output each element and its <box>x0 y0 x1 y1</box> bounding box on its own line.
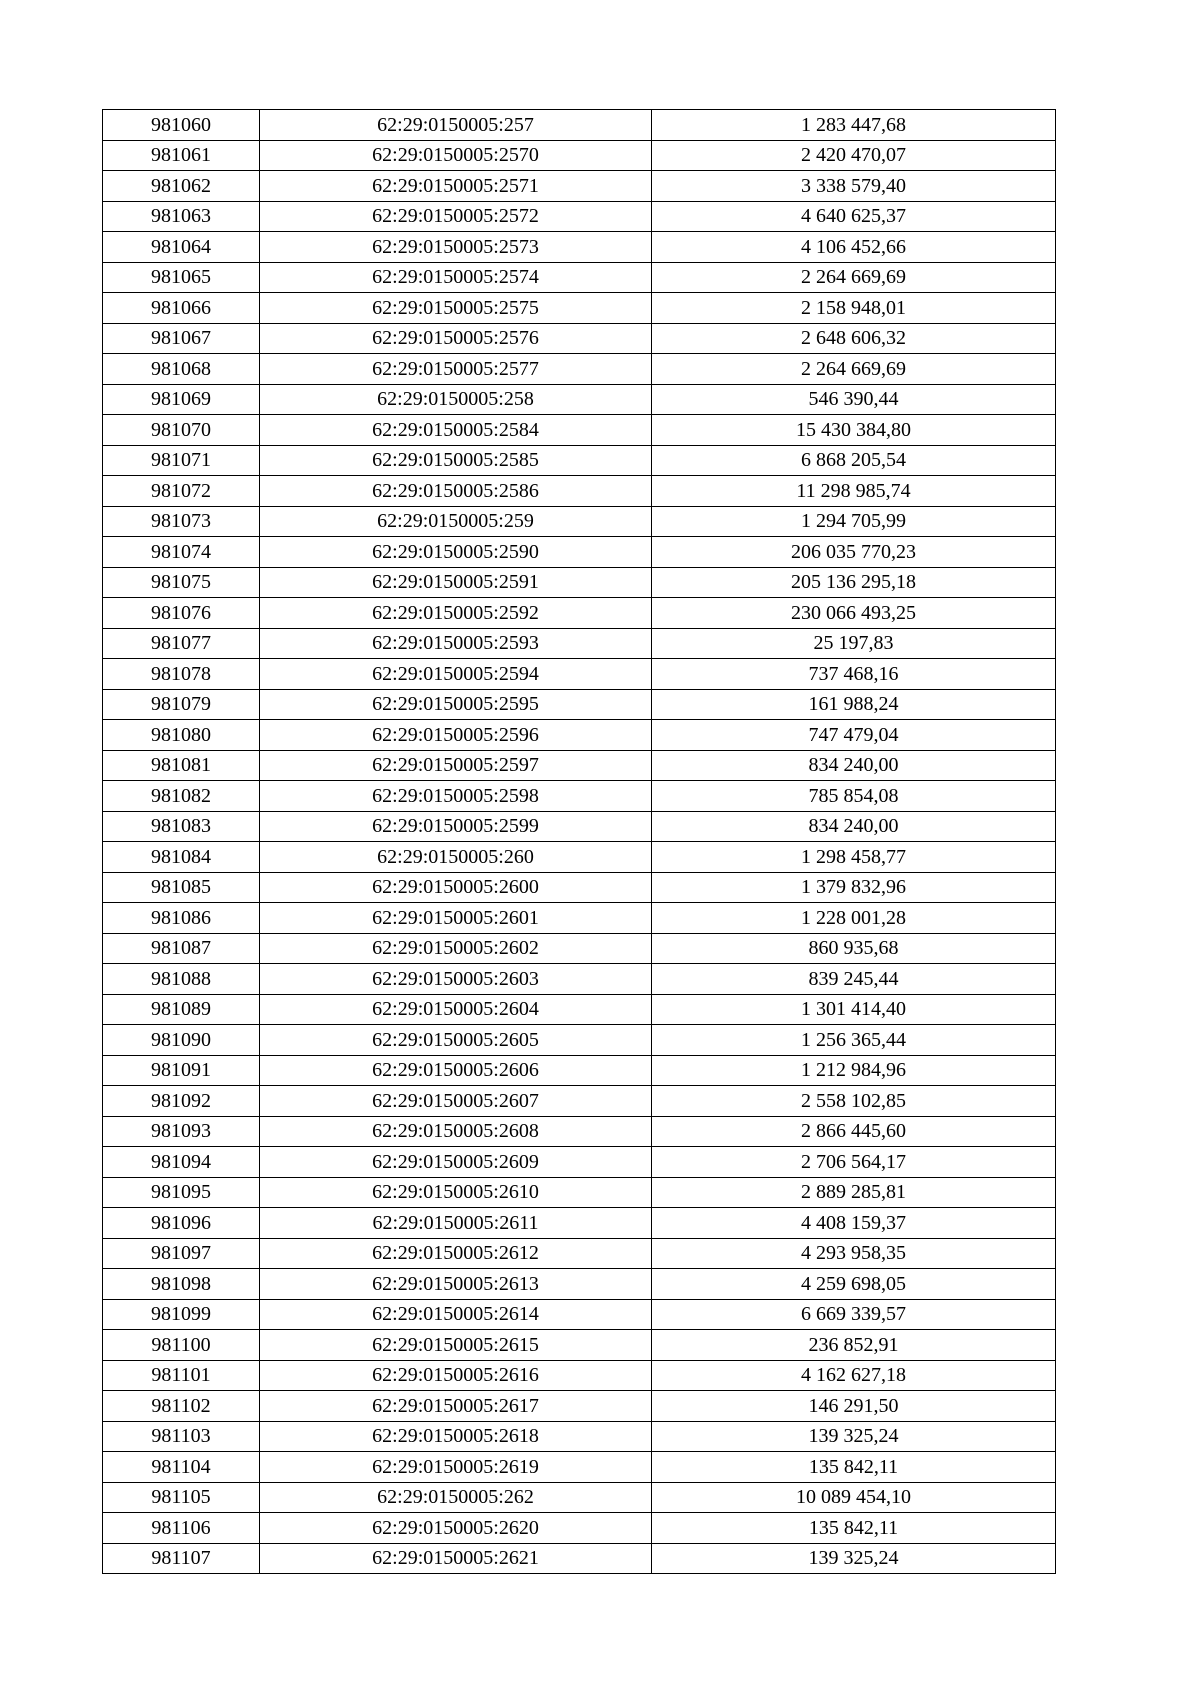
table-row <box>103 1116 1056 1147</box>
cadastral-number-cell: 62:29:0150005:2577 <box>260 354 652 385</box>
table-body <box>103 110 1056 1574</box>
table-row <box>103 1055 1056 1086</box>
cadastral-number-cell: 62:29:0150005:2601 <box>260 903 652 934</box>
cadastral-number-cell: 62:29:0150005:2593 <box>260 628 652 659</box>
cadastral-number-cell: 62:29:0150005:2610 <box>260 1177 652 1208</box>
cadastral-value-cell: 834 240,00 <box>652 811 1056 842</box>
cadastral-value-cell: 25 197,83 <box>652 628 1056 659</box>
table-row <box>103 811 1056 842</box>
cadastral-number-cell: 62:29:0150005:262 <box>260 1482 652 1513</box>
cadastral-number-cell: 62:29:0150005:2606 <box>260 1055 652 1086</box>
cadastral-number-cell: 62:29:0150005:2590 <box>260 537 652 568</box>
cadastral-number-cell: 62:29:0150005:2596 <box>260 720 652 751</box>
cadastral-value-cell: 839 245,44 <box>652 964 1056 995</box>
table-row <box>103 323 1056 354</box>
row-number-cell: 981086 <box>103 903 260 934</box>
cadastral-value-cell: 15 430 384,80 <box>652 415 1056 446</box>
row-number-cell: 981071 <box>103 445 260 476</box>
table-row <box>103 537 1056 568</box>
row-number-cell: 981081 <box>103 750 260 781</box>
table-row <box>103 1025 1056 1056</box>
table-row <box>103 415 1056 446</box>
table-row <box>103 903 1056 934</box>
cadastral-number-cell: 62:29:0150005:2603 <box>260 964 652 995</box>
cadastral-number-cell: 62:29:0150005:2600 <box>260 872 652 903</box>
cadastral-value-cell: 1 212 984,96 <box>652 1055 1056 1086</box>
cadastral-number-cell: 62:29:0150005:2576 <box>260 323 652 354</box>
row-number-cell: 981089 <box>103 994 260 1025</box>
cadastral-value-cell: 135 842,11 <box>652 1513 1056 1544</box>
cadastral-number-cell: 62:29:0150005:2592 <box>260 598 652 629</box>
cadastral-value-cell: 2 558 102,85 <box>652 1086 1056 1117</box>
table-row <box>103 1147 1056 1178</box>
cadastral-number-cell: 62:29:0150005:2571 <box>260 171 652 202</box>
row-number-cell: 981070 <box>103 415 260 446</box>
row-number-cell: 981079 <box>103 689 260 720</box>
table-row <box>103 720 1056 751</box>
cadastral-value-cell: 4 162 627,18 <box>652 1360 1056 1391</box>
table-row <box>103 1452 1056 1483</box>
table-row <box>103 110 1056 141</box>
row-number-cell: 981093 <box>103 1116 260 1147</box>
cadastral-value-cell: 161 988,24 <box>652 689 1056 720</box>
cadastral-number-cell: 62:29:0150005:2621 <box>260 1543 652 1574</box>
table-row <box>103 262 1056 293</box>
cadastral-number-cell: 62:29:0150005:2575 <box>260 293 652 324</box>
cadastral-number-cell: 62:29:0150005:2585 <box>260 445 652 476</box>
cadastral-value-cell: 737 468,16 <box>652 659 1056 690</box>
table-row <box>103 598 1056 629</box>
row-number-cell: 981090 <box>103 1025 260 1056</box>
row-number-cell: 981099 <box>103 1299 260 1330</box>
table-row <box>103 1482 1056 1513</box>
table-row <box>103 1513 1056 1544</box>
cadastral-number-cell: 62:29:0150005:2604 <box>260 994 652 1025</box>
cadastral-value-cell: 139 325,24 <box>652 1543 1056 1574</box>
cadastral-number-cell: 62:29:0150005:2573 <box>260 232 652 263</box>
table-row <box>103 445 1056 476</box>
table-row <box>103 140 1056 171</box>
table-row <box>103 506 1056 537</box>
cadastral-number-cell: 62:29:0150005:2597 <box>260 750 652 781</box>
cadastral-value-cell: 1 379 832,96 <box>652 872 1056 903</box>
row-number-cell: 981101 <box>103 1360 260 1391</box>
cadastral-value-cell: 4 259 698,05 <box>652 1269 1056 1300</box>
cadastral-number-cell: 62:29:0150005:2619 <box>260 1452 652 1483</box>
cadastral-value-cell: 10 089 454,10 <box>652 1482 1056 1513</box>
cadastral-value-cell: 1 294 705,99 <box>652 506 1056 537</box>
row-number-cell: 981076 <box>103 598 260 629</box>
cadastral-value-cell: 2 264 669,69 <box>652 354 1056 385</box>
cadastral-number-cell: 62:29:0150005:2615 <box>260 1330 652 1361</box>
row-number-cell: 981074 <box>103 537 260 568</box>
table-row <box>103 567 1056 598</box>
table-row <box>103 842 1056 873</box>
cadastral-value-cell: 834 240,00 <box>652 750 1056 781</box>
row-number-cell: 981092 <box>103 1086 260 1117</box>
cadastral-value-cell: 4 640 625,37 <box>652 201 1056 232</box>
cadastral-number-cell: 62:29:0150005:2595 <box>260 689 652 720</box>
row-number-cell: 981083 <box>103 811 260 842</box>
row-number-cell: 981062 <box>103 171 260 202</box>
cadastral-value-cell: 1 301 414,40 <box>652 994 1056 1025</box>
table-row <box>103 232 1056 263</box>
cadastral-value-cell: 2 420 470,07 <box>652 140 1056 171</box>
row-number-cell: 981084 <box>103 842 260 873</box>
cadastral-number-cell: 62:29:0150005:2612 <box>260 1238 652 1269</box>
table-row <box>103 1543 1056 1574</box>
cadastral-value-cell: 747 479,04 <box>652 720 1056 751</box>
table-row <box>103 1177 1056 1208</box>
cadastral-value-cell: 546 390,44 <box>652 384 1056 415</box>
table-row <box>103 1238 1056 1269</box>
table-row <box>103 293 1056 324</box>
cadastral-value-table <box>102 109 1056 1574</box>
table-row <box>103 1421 1056 1452</box>
row-number-cell: 981104 <box>103 1452 260 1483</box>
row-number-cell: 981067 <box>103 323 260 354</box>
row-number-cell: 981068 <box>103 354 260 385</box>
cadastral-number-cell: 62:29:0150005:2617 <box>260 1391 652 1422</box>
cadastral-number-cell: 62:29:0150005:257 <box>260 110 652 141</box>
table-row <box>103 171 1056 202</box>
table-row <box>103 201 1056 232</box>
cadastral-number-cell: 62:29:0150005:2598 <box>260 781 652 812</box>
cadastral-number-cell: 62:29:0150005:2607 <box>260 1086 652 1117</box>
table-row <box>103 994 1056 1025</box>
table-row <box>103 384 1056 415</box>
row-number-cell: 981082 <box>103 781 260 812</box>
cadastral-value-cell: 236 852,91 <box>652 1330 1056 1361</box>
row-number-cell: 981097 <box>103 1238 260 1269</box>
cadastral-number-cell: 62:29:0150005:2586 <box>260 476 652 507</box>
row-number-cell: 981078 <box>103 659 260 690</box>
cadastral-number-cell: 62:29:0150005:2570 <box>260 140 652 171</box>
cadastral-number-cell: 62:29:0150005:2609 <box>260 1147 652 1178</box>
cadastral-value-cell: 4 408 159,37 <box>652 1208 1056 1239</box>
cadastral-number-cell: 62:29:0150005:2605 <box>260 1025 652 1056</box>
cadastral-value-cell: 6 868 205,54 <box>652 445 1056 476</box>
row-number-cell: 981072 <box>103 476 260 507</box>
cadastral-value-cell: 785 854,08 <box>652 781 1056 812</box>
cadastral-value-cell: 205 136 295,18 <box>652 567 1056 598</box>
table-row <box>103 1208 1056 1239</box>
row-number-cell: 981065 <box>103 262 260 293</box>
row-number-cell: 981085 <box>103 872 260 903</box>
table-row <box>103 1086 1056 1117</box>
cadastral-value-cell: 2 866 445,60 <box>652 1116 1056 1147</box>
table-row <box>103 872 1056 903</box>
table-row <box>103 750 1056 781</box>
cadastral-value-cell: 11 298 985,74 <box>652 476 1056 507</box>
row-number-cell: 981095 <box>103 1177 260 1208</box>
row-number-cell: 981066 <box>103 293 260 324</box>
cadastral-number-cell: 62:29:0150005:2602 <box>260 933 652 964</box>
row-number-cell: 981100 <box>103 1330 260 1361</box>
cadastral-number-cell: 62:29:0150005:2584 <box>260 415 652 446</box>
table-row <box>103 964 1056 995</box>
cadastral-value-cell: 2 889 285,81 <box>652 1177 1056 1208</box>
table-row <box>103 354 1056 385</box>
row-number-cell: 981103 <box>103 1421 260 1452</box>
cadastral-value-cell: 4 293 958,35 <box>652 1238 1056 1269</box>
cadastral-number-cell: 62:29:0150005:2574 <box>260 262 652 293</box>
row-number-cell: 981091 <box>103 1055 260 1086</box>
cadastral-value-cell: 2 264 669,69 <box>652 262 1056 293</box>
cadastral-number-cell: 62:29:0150005:260 <box>260 842 652 873</box>
cadastral-number-cell: 62:29:0150005:2599 <box>260 811 652 842</box>
table-row <box>103 628 1056 659</box>
cadastral-number-cell: 62:29:0150005:2611 <box>260 1208 652 1239</box>
cadastral-value-cell: 2 648 606,32 <box>652 323 1056 354</box>
table-row <box>103 1330 1056 1361</box>
cadastral-value-cell: 6 669 339,57 <box>652 1299 1056 1330</box>
cadastral-number-cell: 62:29:0150005:259 <box>260 506 652 537</box>
cadastral-number-cell: 62:29:0150005:2608 <box>260 1116 652 1147</box>
table-row <box>103 1269 1056 1300</box>
row-number-cell: 981064 <box>103 232 260 263</box>
row-number-cell: 981060 <box>103 110 260 141</box>
table-row <box>103 781 1056 812</box>
cadastral-number-cell: 62:29:0150005:2616 <box>260 1360 652 1391</box>
row-number-cell: 981061 <box>103 140 260 171</box>
cadastral-value-cell: 139 325,24 <box>652 1421 1056 1452</box>
table-row <box>103 1360 1056 1391</box>
table-row <box>103 689 1056 720</box>
table-row <box>103 476 1056 507</box>
row-number-cell: 981106 <box>103 1513 260 1544</box>
cadastral-number-cell: 62:29:0150005:2572 <box>260 201 652 232</box>
cadastral-number-cell: 62:29:0150005:2591 <box>260 567 652 598</box>
cadastral-value-cell: 1 228 001,28 <box>652 903 1056 934</box>
row-number-cell: 981073 <box>103 506 260 537</box>
row-number-cell: 981107 <box>103 1543 260 1574</box>
cadastral-number-cell: 62:29:0150005:2613 <box>260 1269 652 1300</box>
row-number-cell: 981087 <box>103 933 260 964</box>
row-number-cell: 981088 <box>103 964 260 995</box>
cadastral-number-cell: 62:29:0150005:258 <box>260 384 652 415</box>
row-number-cell: 981096 <box>103 1208 260 1239</box>
row-number-cell: 981069 <box>103 384 260 415</box>
row-number-cell: 981077 <box>103 628 260 659</box>
table-row <box>103 933 1056 964</box>
cadastral-number-cell: 62:29:0150005:2614 <box>260 1299 652 1330</box>
table-row <box>103 1391 1056 1422</box>
row-number-cell: 981102 <box>103 1391 260 1422</box>
row-number-cell: 981094 <box>103 1147 260 1178</box>
cadastral-value-cell: 206 035 770,23 <box>652 537 1056 568</box>
cadastral-value-cell: 146 291,50 <box>652 1391 1056 1422</box>
cadastral-value-cell: 2 158 948,01 <box>652 293 1056 324</box>
cadastral-value-cell: 1 298 458,77 <box>652 842 1056 873</box>
cadastral-number-cell: 62:29:0150005:2620 <box>260 1513 652 1544</box>
cadastral-number-cell: 62:29:0150005:2618 <box>260 1421 652 1452</box>
row-number-cell: 981098 <box>103 1269 260 1300</box>
table-row <box>103 1299 1056 1330</box>
table-row <box>103 659 1056 690</box>
row-number-cell: 981080 <box>103 720 260 751</box>
cadastral-value-cell: 1 256 365,44 <box>652 1025 1056 1056</box>
cadastral-value-cell: 4 106 452,66 <box>652 232 1056 263</box>
cadastral-value-cell: 2 706 564,17 <box>652 1147 1056 1178</box>
row-number-cell: 981075 <box>103 567 260 598</box>
row-number-cell: 981105 <box>103 1482 260 1513</box>
cadastral-value-cell: 3 338 579,40 <box>652 171 1056 202</box>
cadastral-value-cell: 860 935,68 <box>652 933 1056 964</box>
cadastral-value-cell: 1 283 447,68 <box>652 110 1056 141</box>
cadastral-value-cell: 135 842,11 <box>652 1452 1056 1483</box>
cadastral-value-cell: 230 066 493,25 <box>652 598 1056 629</box>
cadastral-number-cell: 62:29:0150005:2594 <box>260 659 652 690</box>
row-number-cell: 981063 <box>103 201 260 232</box>
